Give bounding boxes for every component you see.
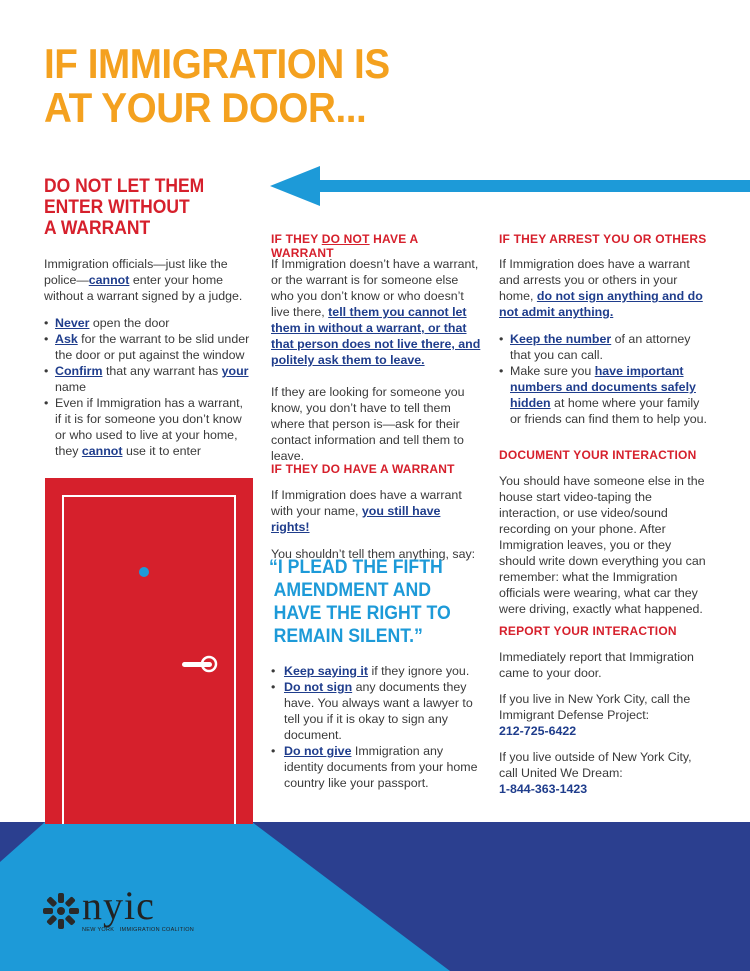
- fifth-amendment-quote: “I PLEAD THE FIFTH AMENDMENT AND HAVE THE RIGHT TO REMAIN SILENT.”: [269, 557, 451, 647]
- looking-text: If they are looking for someone you know, you don’t have to tell them where that person is—ask for their contact information and tell them to leave.: [271, 385, 465, 463]
- logo-tagline: NEW YORK IMMIGRATION COALITION: [82, 927, 195, 933]
- list-item: • Keep the number of an attorney that you can call.: [499, 331, 711, 363]
- left-intro: Immigration officials—just like the police—cannot enter your home without a warrant signed by a judge.: [44, 257, 243, 303]
- middle-column-top: [271, 256, 481, 464]
- list-item: • Even if Immigration has a warrant, if it is for someone you don’t know or who used to live at your home, they cannot use it to enter: [44, 395, 252, 459]
- nyc-line: If you live in New York City, call the Immigrant Defense Project:: [499, 692, 691, 722]
- logo-wordmark: nyic: [82, 883, 155, 928]
- left-bullets: [44, 315, 252, 459]
- left-column: [44, 256, 252, 459]
- title-line-1: IF IMMIGRATION IS: [44, 40, 390, 87]
- phone-united-we-dream: 1-844-363-1423: [499, 782, 588, 796]
- nyic-logo: [42, 884, 262, 940]
- list-item: • Ask for the warrant to be slid under the door or put against the window: [44, 331, 252, 363]
- page-title: [44, 42, 430, 130]
- have-warrant-text: If Immigration does have a warrant with your name, you still have rights!: [271, 488, 462, 534]
- phone-nyc: 212-725-6422: [499, 724, 577, 738]
- report-line: Immediately report that Immigration came to your door.: [499, 650, 694, 680]
- list-item: • Make sure you have important numbers and documents safely hidden at home where your family or friends can find them to help you.: [499, 363, 711, 427]
- list-item: • Do not sign any documents they have. You always want a lawyer to tell you if it is okay to sign any document.: [271, 679, 481, 743]
- middle-column-mid: [271, 487, 481, 562]
- middle-bullets: [271, 663, 481, 791]
- no-warrant-text: If Immigration doesn’t have a warrant, or the warrant is for someone else who you don’t know or who doesn’t live there, tell them you cannot let them in without a warrant, or that that person does not live there, and politely ask them to leave.: [271, 257, 481, 367]
- report-text: [499, 649, 711, 797]
- heading-document: DOCUMENT YOUR INTERACTION: [499, 448, 697, 462]
- heading-have-warrant: IF THEY DO HAVE A WARRANT: [271, 462, 455, 476]
- heading-report: REPORT YOUR INTERACTION: [499, 624, 677, 638]
- heading-arrest: IF THEY ARREST YOU OR OTHERS: [499, 232, 707, 246]
- list-item: • Keep saying it if they ignore you.: [271, 663, 481, 679]
- heading-no-warrant: IF THEY DO NOT HAVE A WARRANT: [271, 232, 418, 260]
- say-text: You shouldn’t tell them anything, say:: [271, 547, 476, 561]
- right-bullets: [499, 331, 711, 427]
- document-text: You should have someone else in the house start video-taping the interaction, or use video/sound recording on your phone. After Immigration leaves, you or they should write down everything you can remember: what the Immigration officials were wearing, what car they were driving, exactly what happened.: [499, 474, 706, 616]
- list-item: • Confirm that any warrant has your name: [44, 363, 252, 395]
- nyic-star-icon: [42, 892, 80, 930]
- list-item: • Never open the door: [44, 315, 252, 331]
- right-column-top: [499, 256, 711, 427]
- list-item: • Do not give Immigration any identity documents from your home country like your passport.: [271, 743, 481, 791]
- left-heading: DO NOT LET THEM ENTER WITHOUT A WARRANT: [44, 176, 205, 239]
- arrest-text: If Immigration does have a warrant and arrests you or others in your home, do not sign anything and do not admit anything.: [499, 257, 703, 319]
- title-line-2: AT YOUR DOOR...: [44, 84, 367, 131]
- middle-bullets-wrap: [271, 663, 481, 791]
- left-arrow-icon: [270, 166, 750, 206]
- outside-nyc-line: If you live outside of New York City, call United We Dream:: [499, 750, 692, 780]
- door-illustration: [45, 478, 255, 824]
